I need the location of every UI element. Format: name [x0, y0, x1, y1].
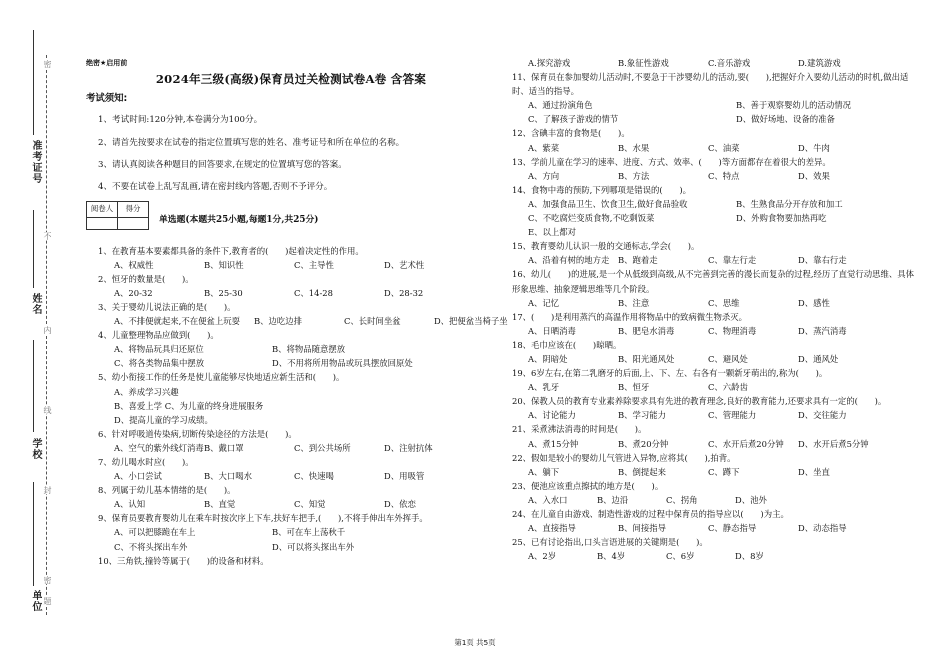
score-header: 得分 — [118, 202, 149, 217]
question-stem: 3、关于婴幼儿说法正确的是( )。 — [98, 301, 236, 312]
answer-option[interactable]: D、依恋 — [384, 499, 416, 510]
score-cell[interactable] — [118, 217, 149, 229]
answer-option[interactable]: C、6岁 — [666, 551, 695, 562]
answer-option[interactable]: C、静态指导 — [708, 523, 757, 534]
answer-option[interactable]: D、8岁 — [735, 551, 764, 562]
answer-option[interactable]: A、通过扮演角色 — [528, 100, 593, 111]
answer-option[interactable]: C、长时间坐盆 — [343, 316, 401, 327]
answer-option[interactable]: B、边沿 — [597, 494, 629, 505]
option-row — [114, 469, 496, 483]
answer-option[interactable]: A、认知 — [114, 499, 146, 510]
unit-label: 单位 — [30, 590, 41, 612]
question-stem: 4、儿童整理物品应做到( )。 — [98, 330, 219, 341]
option-row — [528, 225, 920, 239]
question-stem: 10、三角铁,撞铃等属于( )的设备和材料。 — [98, 555, 269, 566]
seal-mark: 题 — [43, 597, 52, 605]
answer-option[interactable]: C、思维 — [708, 297, 740, 308]
option-row — [114, 356, 496, 370]
answer-option[interactable]: A、空气的紫外线灯消毒 — [114, 442, 204, 453]
seal-mark: 不 — [43, 232, 52, 240]
answer-option[interactable]: D、水开后煮5分钟 — [798, 438, 869, 449]
answer-option[interactable]: C、管理能力 — [708, 410, 757, 421]
option-row — [114, 497, 496, 511]
option-row — [528, 112, 920, 126]
answer-option[interactable]: A.探究游戏 — [528, 58, 571, 68]
answer-option[interactable]: C、知觉 — [294, 499, 326, 510]
question-stem: 12、含碘丰富的食物是( )。 — [512, 128, 630, 139]
question-stem: 13、学前儿童在学习的速率、进度、方式、效率、( )等方面都存在着很大的差异。 — [512, 156, 831, 167]
option-row — [528, 465, 920, 479]
answer-option[interactable]: C、水开后煮20分钟 — [708, 438, 784, 449]
question-stem: 18、毛巾应该在( )晾晒。 — [512, 339, 622, 350]
question-stem: 24、在儿童自由游戏、制造性游戏的过程中保育员的指导应以( )为主。 — [512, 509, 789, 519]
question-stem: 16、幼儿( )的进展,是一个从低级到高级,从不完善到完善的漫长而复杂的过程,经历了直觉行动思维、具体形象思维、抽象逻辑思维等几个阶段。 — [512, 269, 915, 294]
answer-option[interactable]: B、善于观察婴幼儿的活动情况 — [736, 100, 852, 111]
answer-option[interactable]: A、可以把膝跪在车上 — [114, 527, 196, 538]
score-row — [86, 201, 496, 229]
answer-option[interactable]: B、生熟食品分开存放和加工 — [736, 198, 843, 209]
seal-mark: 线 — [43, 406, 52, 414]
option-row — [114, 258, 496, 272]
answer-option[interactable]: B、倒提起来 — [618, 466, 667, 477]
answer-option[interactable]: B、注意 — [618, 297, 650, 308]
answer-option[interactable]: A、阴暗处 — [528, 353, 568, 364]
answer-option[interactable]: A、讨论能力 — [528, 410, 576, 421]
question-stem: 14、食物中毒的预防,下列哪项是错误的( )。 — [512, 184, 691, 195]
answer-option[interactable]: D、通风处 — [798, 353, 839, 364]
name-fill-line — [33, 210, 34, 288]
answer-option[interactable]: D、注射抗体 — [384, 442, 433, 453]
seal-mark: 封 — [43, 486, 52, 494]
option-row — [528, 493, 920, 507]
question-stem: 7、幼儿喝水时应( )。 — [98, 456, 194, 467]
answer-option[interactable]: D、感性 — [798, 297, 830, 308]
answer-option[interactable]: B、方法 — [618, 170, 650, 181]
answer-option[interactable]: C、14-28 — [294, 287, 333, 298]
answer-option[interactable]: A、记忆 — [528, 297, 560, 308]
option-row — [528, 98, 920, 112]
answer-option[interactable]: B、恒牙 — [618, 382, 650, 393]
score-table — [86, 201, 149, 229]
answer-option[interactable]: B、喜爱上学 C、为儿童的终身进展服务 — [114, 400, 264, 411]
question-stem: 23、便池应该重点擦拭的地方是( )。 — [512, 480, 664, 491]
answer-option[interactable]: A、沿着有树的地方走 — [528, 255, 610, 266]
answer-option[interactable]: D、池外 — [735, 494, 767, 505]
notice-heading: 考试须知: — [86, 93, 128, 105]
answer-option[interactable]: D.建筑游戏 — [798, 58, 841, 68]
answer-option[interactable]: B、煮20分钟 — [618, 438, 669, 449]
option-row — [528, 521, 920, 535]
answer-option[interactable]: E、以上都对 — [528, 227, 576, 238]
answer-option[interactable]: D、不用将所用物品或玩具摆放回原处 — [272, 358, 413, 369]
seal-mark: 密 — [43, 60, 52, 68]
answer-option[interactable]: D、提高儿童的学习成绩。 — [114, 414, 213, 425]
answer-option[interactable]: B、戴口罩 — [204, 442, 244, 453]
seal-mark: 内 — [43, 326, 52, 334]
name-label: 姓名 — [30, 293, 41, 315]
answer-option[interactable]: D、可以将头探出车外 — [272, 541, 355, 552]
option-row — [114, 342, 496, 356]
exam-number-fill-line — [33, 30, 34, 135]
answer-option[interactable]: D、牛肉 — [798, 142, 830, 153]
seal-line — [46, 55, 47, 615]
notice-item: 3、请认真阅读各种题目的回答要求,在规定的位置填写您的答案。 — [98, 159, 347, 170]
question-stem: 9、保育员要教育婴幼儿在乘车时按次序上下车,扶好车把手,( ),不将手伸出车外挥手。 — [98, 513, 428, 524]
option-row — [528, 549, 920, 563]
question-stem: 15、教育婴幼儿认识一般的交通标志,学会( )。 — [512, 241, 700, 252]
notice-item: 1、考试时间:120分钟,本卷满分为100分。 — [98, 115, 263, 126]
option-row — [114, 441, 496, 455]
question-stem: 17、( )是利用蒸汽的高温作用将物品中的致病微生物杀灭。 — [512, 311, 747, 322]
answer-option[interactable]: C、将各类物品集中摆放 — [114, 358, 205, 369]
answer-option[interactable]: C、快速喝 — [294, 471, 334, 482]
option-row — [528, 211, 920, 225]
answer-option[interactable]: A、入水口 — [528, 494, 568, 505]
secret-label: 绝密★启用前 — [86, 59, 128, 67]
question-stem: 6、针对呼吸道传染病,切断传染途径的方法是( )。 — [98, 428, 297, 439]
option-row — [114, 286, 496, 300]
option-row — [528, 141, 920, 155]
answer-option[interactable]: C、靠左行走 — [708, 255, 757, 266]
answer-option[interactable]: A、方向 — [528, 170, 560, 181]
answer-option[interactable]: B、知识性 — [204, 259, 244, 270]
answer-option[interactable]: B.象征性游戏 — [618, 58, 669, 68]
option-row — [114, 540, 496, 554]
answer-option[interactable]: C、拐角 — [666, 494, 698, 505]
question-stem: 25、已有讨论指出,口头言语进展的关键期是( )。 — [512, 537, 708, 548]
answer-option[interactable]: C.音乐游戏 — [708, 58, 751, 68]
exam-number-label: 准考证号 — [30, 140, 41, 184]
answer-option[interactable]: C、避风处 — [708, 353, 748, 364]
option-row — [528, 437, 920, 451]
answer-option[interactable]: D、交往能力 — [798, 410, 847, 421]
answer-option[interactable]: C、物理消毒 — [708, 325, 757, 336]
option-row — [114, 314, 508, 328]
answer-option[interactable]: D、外购食物要加热再吃 — [736, 213, 827, 224]
answer-option[interactable]: B、学习能力 — [618, 410, 667, 421]
answer-option[interactable]: C、了解孩子游戏的情节 — [528, 114, 619, 125]
answer-option[interactable]: A、紫菜 — [528, 142, 560, 153]
answer-option[interactable]: A、日晒消毒 — [528, 325, 576, 336]
answer-option[interactable]: A、2岁 — [528, 551, 557, 562]
answer-option[interactable]: D、用吸管 — [384, 471, 425, 482]
answer-option[interactable]: C、特点 — [708, 170, 740, 181]
option-row — [528, 56, 920, 70]
answer-option[interactable]: A、将物品玩具归还原位 — [114, 344, 204, 355]
answer-option[interactable]: B、肥皂水消毒 — [618, 325, 675, 336]
answer-option[interactable]: B、4岁 — [597, 551, 626, 562]
reviewer-header: 阅卷人 — [87, 202, 118, 217]
right-column — [500, 56, 920, 563]
option-row — [528, 169, 920, 183]
option-row — [114, 525, 496, 539]
answer-option[interactable]: D、效果 — [798, 170, 830, 181]
question-stem: 8、列属于幼儿基本情绪的是( )。 — [98, 485, 236, 496]
notice-item: 2、请首先按要求在试卷的指定位置填写您的姓名、准考证号和所在单位的名称。 — [98, 137, 405, 148]
question-stem: 21、采煮沸法消毒的时间是( )。 — [512, 424, 647, 435]
binding-margin — [0, 0, 70, 671]
answer-option[interactable]: D、坐直 — [798, 466, 830, 477]
answer-option[interactable]: D、做好场地、设备的准备 — [736, 114, 835, 125]
answer-option[interactable]: B、边吃边排 — [253, 316, 302, 327]
section-heading: 单选题(本题共25小题,每题1分,共25分) — [159, 215, 319, 226]
answer-option[interactable]: C、蹲下 — [708, 466, 740, 477]
option-row — [528, 324, 920, 338]
answer-option[interactable]: B、大口喝水 — [204, 471, 253, 482]
question-stem: 5、幼小衔接工作的任务是使儿童能够尽快地适应新生活和( )。 — [98, 372, 345, 383]
exam-title: 2024年三级(高级)保育员过关检测试卷A卷 含答案 — [155, 72, 427, 87]
answer-option[interactable]: B、间接指导 — [618, 523, 667, 534]
answer-option[interactable]: B、将物品随意摆放 — [272, 344, 346, 355]
answer-option[interactable]: D、艺术性 — [384, 259, 425, 270]
answer-option[interactable]: C、不吃腐烂变质食物,不吃剩饭菜 — [528, 213, 655, 224]
option-row — [528, 352, 920, 366]
answer-option[interactable]: A、乳牙 — [528, 382, 560, 393]
answer-option[interactable]: A、权威性 — [114, 259, 154, 270]
option-row — [528, 197, 920, 211]
question-stem: 1、在教育基本要素都具备的条件下,教育者的( )起着决定性的作用。 — [98, 245, 364, 256]
question-list-left — [86, 244, 508, 568]
option-row — [528, 296, 920, 310]
answer-option[interactable]: C、不将头探出车外 — [114, 541, 188, 552]
option-row — [528, 408, 920, 422]
answer-option[interactable]: A、不排便就起来,不在便盆上玩耍 — [114, 316, 240, 327]
answer-option[interactable]: C、油菜 — [708, 142, 740, 153]
school-label: 学校 — [30, 438, 41, 460]
answer-option[interactable]: C、到公共场所 — [294, 442, 351, 453]
answer-option[interactable]: D、蒸汽消毒 — [798, 325, 847, 336]
answer-option[interactable]: A、小口尝试 — [114, 471, 162, 482]
answer-option[interactable]: D、靠右行走 — [798, 255, 847, 266]
notice-item: 4、不要在试卷上乱写乱画,请在密封线内答题,否则不予评分。 — [98, 182, 333, 193]
seal-mark: 密 — [43, 576, 52, 584]
answer-option[interactable]: A、煮15分钟 — [528, 438, 579, 449]
answer-option[interactable]: B、直觉 — [204, 499, 236, 510]
answer-option[interactable]: C、六龄齿 — [708, 382, 748, 393]
answer-option[interactable]: A、躺下 — [528, 466, 560, 477]
answer-option[interactable]: D、把便盆当椅子坐 — [433, 316, 508, 327]
option-row — [528, 253, 920, 267]
school-fill-line — [33, 340, 34, 432]
unit-fill-line — [33, 482, 34, 586]
option-row — [528, 380, 920, 394]
answer-option[interactable]: B、可在车上荡秋千 — [272, 527, 346, 538]
answer-option[interactable]: B、跑着走 — [618, 255, 658, 266]
answer-option[interactable]: A、加强食品卫生、饮食卫生,做好食品验收 — [528, 198, 688, 209]
page-footer: 第1页 共5页 — [454, 638, 496, 647]
answer-option[interactable]: A、养成学习兴趣 — [114, 386, 179, 397]
answer-option[interactable]: B、阳光通风处 — [618, 353, 675, 364]
answer-option[interactable]: D、28-32 — [384, 287, 424, 298]
answer-option[interactable]: B、25-30 — [204, 287, 243, 298]
question-stem: 22、假如是较小的婴幼儿气管进入异物,应将其( ),拍背。 — [512, 452, 736, 463]
question-stem: 20、保教人员的教育专业素养除要求具有先进的教育理念,良好的教育能力,还要求具有一定的( )。 — [512, 396, 887, 407]
left-column — [86, 56, 508, 568]
question-stem: 2、恒牙的数量是( )。 — [98, 273, 194, 284]
question-stem: 11、保育员在参加婴幼儿活动时,不要急于干涉婴幼儿的活动,要( ),把握好介入要幼儿活动的时机,做出适时、适当的指导。 — [512, 72, 909, 97]
question-list-right — [500, 56, 920, 563]
answer-option[interactable]: C、主导性 — [294, 259, 334, 270]
question-stem: 19、6岁左右,在第二乳磨牙的后面,上、下、左、右各有一颗新牙萌出的,称为( )。 — [512, 368, 828, 379]
answer-option[interactable]: A、20-32 — [114, 287, 153, 298]
answer-option[interactable]: A、直接指导 — [528, 523, 576, 534]
answer-option[interactable]: D、动态指导 — [798, 523, 847, 534]
answer-option[interactable]: B、水果 — [618, 142, 650, 153]
reviewer-cell[interactable] — [87, 217, 118, 229]
